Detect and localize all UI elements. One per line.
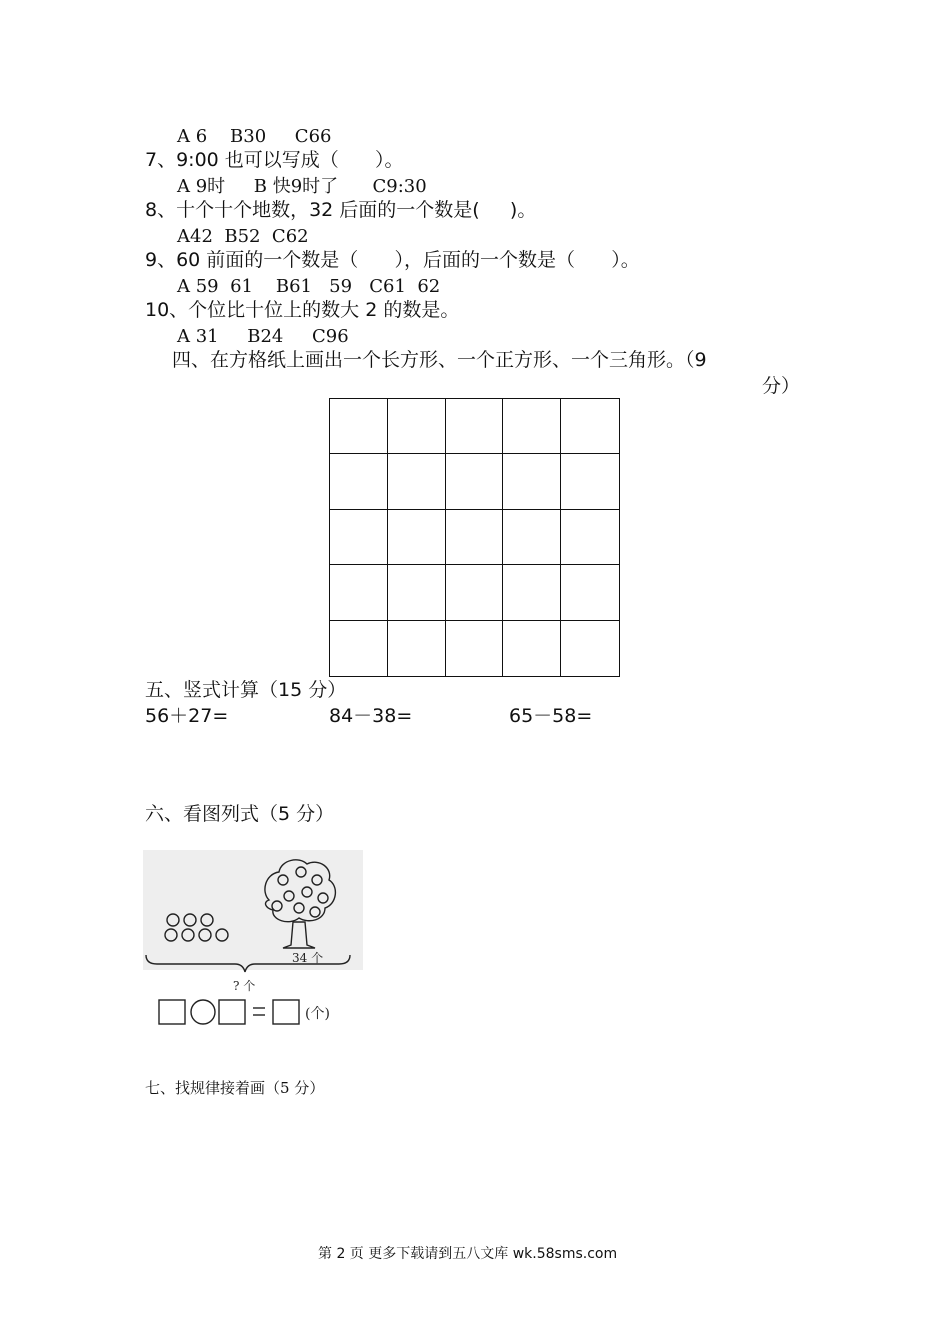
grid-cell [503,565,561,620]
grid-cell [446,565,504,620]
section-6-title: 六、看图列式（5 分） [145,803,335,825]
q6-options: A 6 B30 C66 [177,126,332,147]
question-label: ? 个 [233,979,256,993]
grid-cell [446,621,504,676]
total-label: 34 个 [292,951,324,965]
grid-cell [388,510,446,565]
question-7: 7、9:00 也可以写成（ ）。 [145,149,404,171]
calc-problem-1: 56＋27= [145,705,229,727]
grid-cell [561,565,619,620]
grid-cell [561,510,619,565]
grid-cell [503,399,561,454]
q7-options: A 9时 B 快9时了 C9:30 [177,176,427,197]
grid-cell [330,565,388,620]
grid-cell [446,454,504,509]
grid-cell [388,454,446,509]
grid-cell [388,621,446,676]
grid-cell [330,510,388,565]
apple-illustration [143,850,363,1035]
section-5-title: 五、竖式计算（15 分） [145,679,347,701]
section-4-title: 四、在方格纸上画出一个长方形、一个正方形、一个三角形。（9 [172,349,707,371]
section-4-title-cont: 分） [762,375,801,397]
grid-cell [561,399,619,454]
q10-options: A 31 B24 C96 [177,326,349,347]
calc-problem-3: 65－58= [509,705,593,727]
grid-cell [446,510,504,565]
grid-cell [503,510,561,565]
grid-cell [446,399,504,454]
grid-cell [388,565,446,620]
grid-cell [330,621,388,676]
grid-cell [503,454,561,509]
question-9: 9、60 前面的一个数是（ ），后面的一个数是（ ）。 [145,249,640,271]
grid-cell [561,454,619,509]
calc-problem-2: 84－38= [329,705,413,727]
grid-cell [503,621,561,676]
grid-cell [561,621,619,676]
grid-paper [329,398,620,677]
question-10: 10、个位比十位上的数大 2 的数是。 [145,299,460,321]
q8-options: A42 B52 C62 [177,226,309,247]
unit-label: (个) [305,1006,330,1022]
apple-picture [143,850,363,1035]
grid-cell [330,399,388,454]
grid-cell [330,454,388,509]
page-footer: 第 2 页 更多下载请到五八文库 wk.58sms.com [318,1246,618,1262]
grid-cell [388,399,446,454]
section-7-title: 七、找规律接着画（5 分） [145,1079,325,1097]
q9-options: A 59 61 B61 59 C61 62 [177,276,441,297]
question-8: 8、十个十个地数，32 后面的一个数是( )。 [145,199,537,221]
